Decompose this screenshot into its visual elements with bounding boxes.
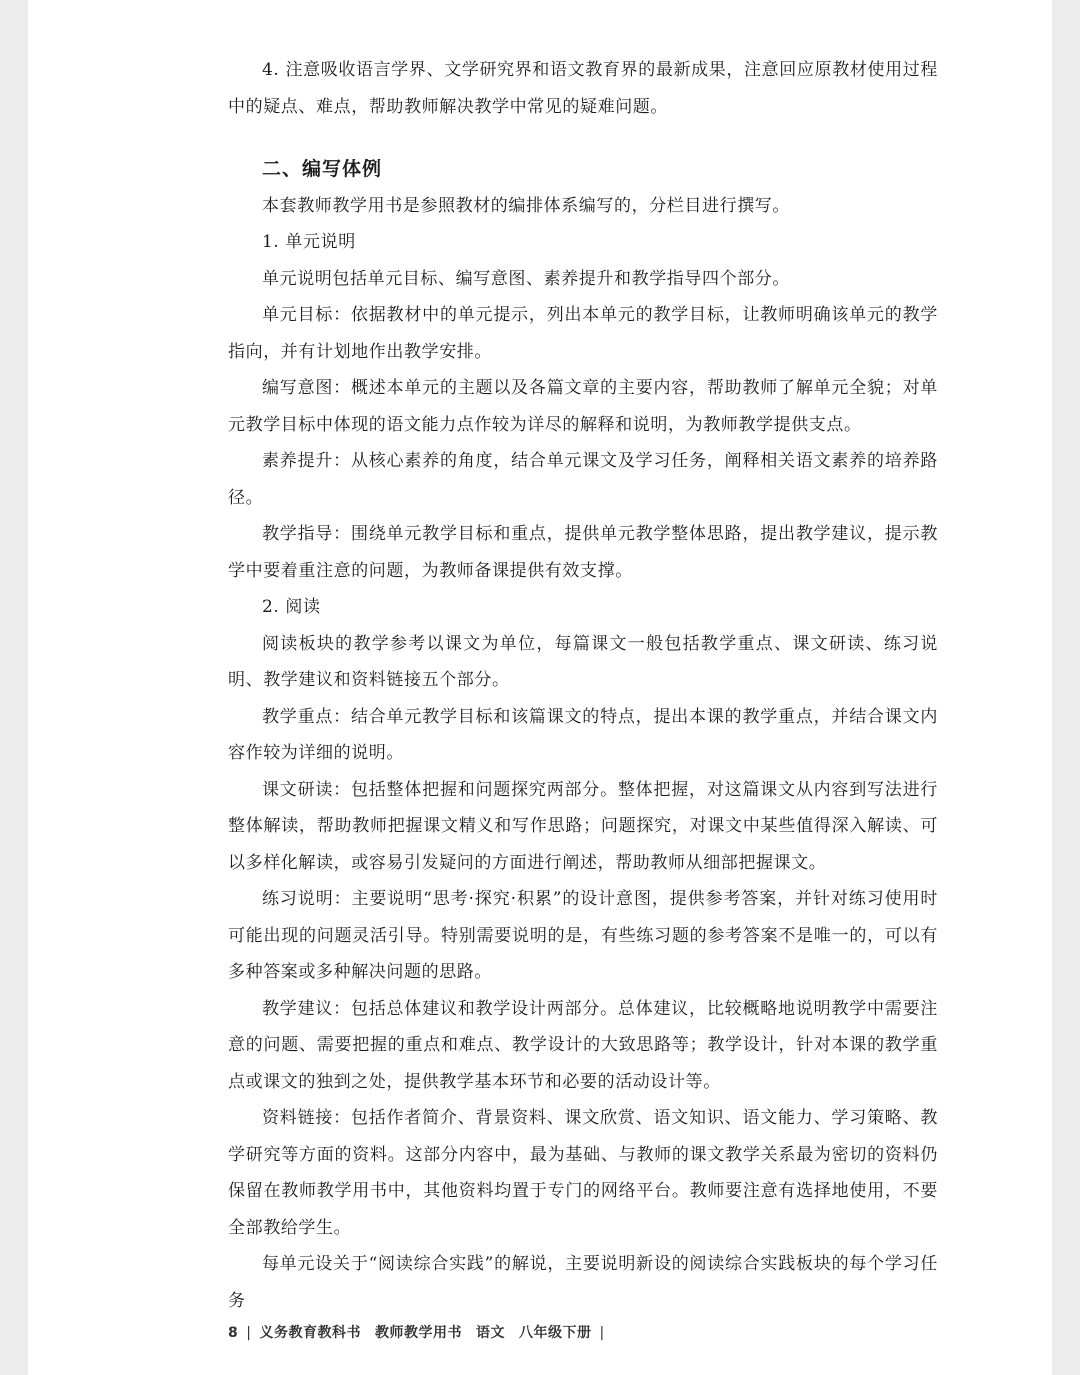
paragraph-teaching-guide: 教学指导：围绕单元教学目标和重点，提供单元教学整体思路，提出教学建议，提示教学中要着重注意的问题，为教师备课提供有效支撑。 xyxy=(228,524,938,581)
paragraph-key-points: 教学重点：结合单元教学目标和该篇课文的特点，提出本课的教学重点，并结合课文内容作较为详细的说明。 xyxy=(228,706,938,763)
footer-grade: 八年级下册 xyxy=(518,1325,592,1341)
footer-series: 义务教育教科书 xyxy=(259,1325,361,1341)
page-body xyxy=(228,52,938,1319)
paragraph-exercise-notes: 练习说明：主要说明“思考·探究·积累”的设计意图，提供参考答案，并针对练习使用时可能出现的问题灵活引导。特别需要说明的是，有些练习题的参考答案不是唯一的，可以有多种答案或多种解决问题的思路。 xyxy=(228,889,938,982)
footer-subject: 语文 xyxy=(475,1325,505,1341)
footer-separator: | xyxy=(246,1325,252,1341)
page-number: 8 xyxy=(228,1325,239,1341)
footer-book: 教师教学用书 xyxy=(374,1325,462,1341)
paragraph-unit-notes: 单元说明包括单元目标、编写意图、素养提升和教学指导四个部分。 xyxy=(262,268,790,289)
paragraph-teaching-suggestions: 教学建议：包括总体建议和教学设计两部分。总体建议，比较概略地说明教学中需要注意的问题、需要把握的重点和难点、教学设计的大致思路等；教学设计，针对本课的教学重点或课文的独到之处，提供教学基本环节和必要的活动设计等。 xyxy=(228,998,938,1092)
paragraph-resource-links: 资料链接：包括作者简介、背景资料、课文欣赏、语文知识、语文能力、学习策略、教学研究等方面的资料。这部分内容中，最为基础、与教师的课文教学关系最为密切的资料仍保留在教师教学用书中，其他资料均置于专门的网络平台。教师要注意有选择地使用，不要全部教给学生。 xyxy=(228,1108,938,1238)
page-footer xyxy=(228,1322,613,1342)
subheading-reading: 2. 阅读 xyxy=(262,597,321,617)
subheading-unit-notes: 1. 单元说明 xyxy=(262,232,356,252)
document-page xyxy=(28,0,1052,1375)
paragraph-unit-goals: 单元目标：依据教材中的单元提示，列出本单元的教学目标，让教师明确该单元的教学指向，并有计划地作出教学安排。 xyxy=(228,305,938,362)
paragraph-writing-intent: 编写意图：概述本单元的主题以及各篇文章的主要内容，帮助教师了解单元全貌；对单元教学目标中体现的语文能力点作较为详尽的解释和说明，为教师教学提供支点。 xyxy=(228,378,938,435)
section-title: 二、编写体例 xyxy=(262,158,383,180)
footer-separator-end: | xyxy=(599,1325,605,1341)
paragraph-literacy: 素养提升：从核心素养的角度，结合单元课文及学习任务，阐释相关语文素养的培养路径。 xyxy=(228,451,938,508)
paragraph-reading-practice: 每单元设关于“阅读综合实践”的解说，主要说明新设的阅读综合实践板块的每个学习任务 xyxy=(228,1254,938,1311)
paragraph-intro: 本套教师教学用书是参照教材的编排体系编写的，分栏目进行撰写。 xyxy=(262,195,790,216)
paragraph-text-study: 课文研读：包括整体把握和问题探究两部分。整体把握，对这篇课文从内容到写法进行整体解读，帮助教师把握课文精义和写作思路；问题探究，对课文中某些值得深入解读、可以多样化解读，或容易引发疑问的方面进行阐述，帮助教师从细部把握课文。 xyxy=(228,779,938,873)
paragraph-reading: 阅读板块的教学参考以课文为单位，每篇课文一般包括教学重点、课文研读、练习说明、教学建议和资料链接五个部分。 xyxy=(228,633,938,690)
paragraph-point-4: 4. 注意吸收语言学界、文学研究界和语文教育界的最新成果，注意回应原教材使用过程中的疑点、难点，帮助教师解决教学中常见的疑难问题。 xyxy=(228,60,938,117)
